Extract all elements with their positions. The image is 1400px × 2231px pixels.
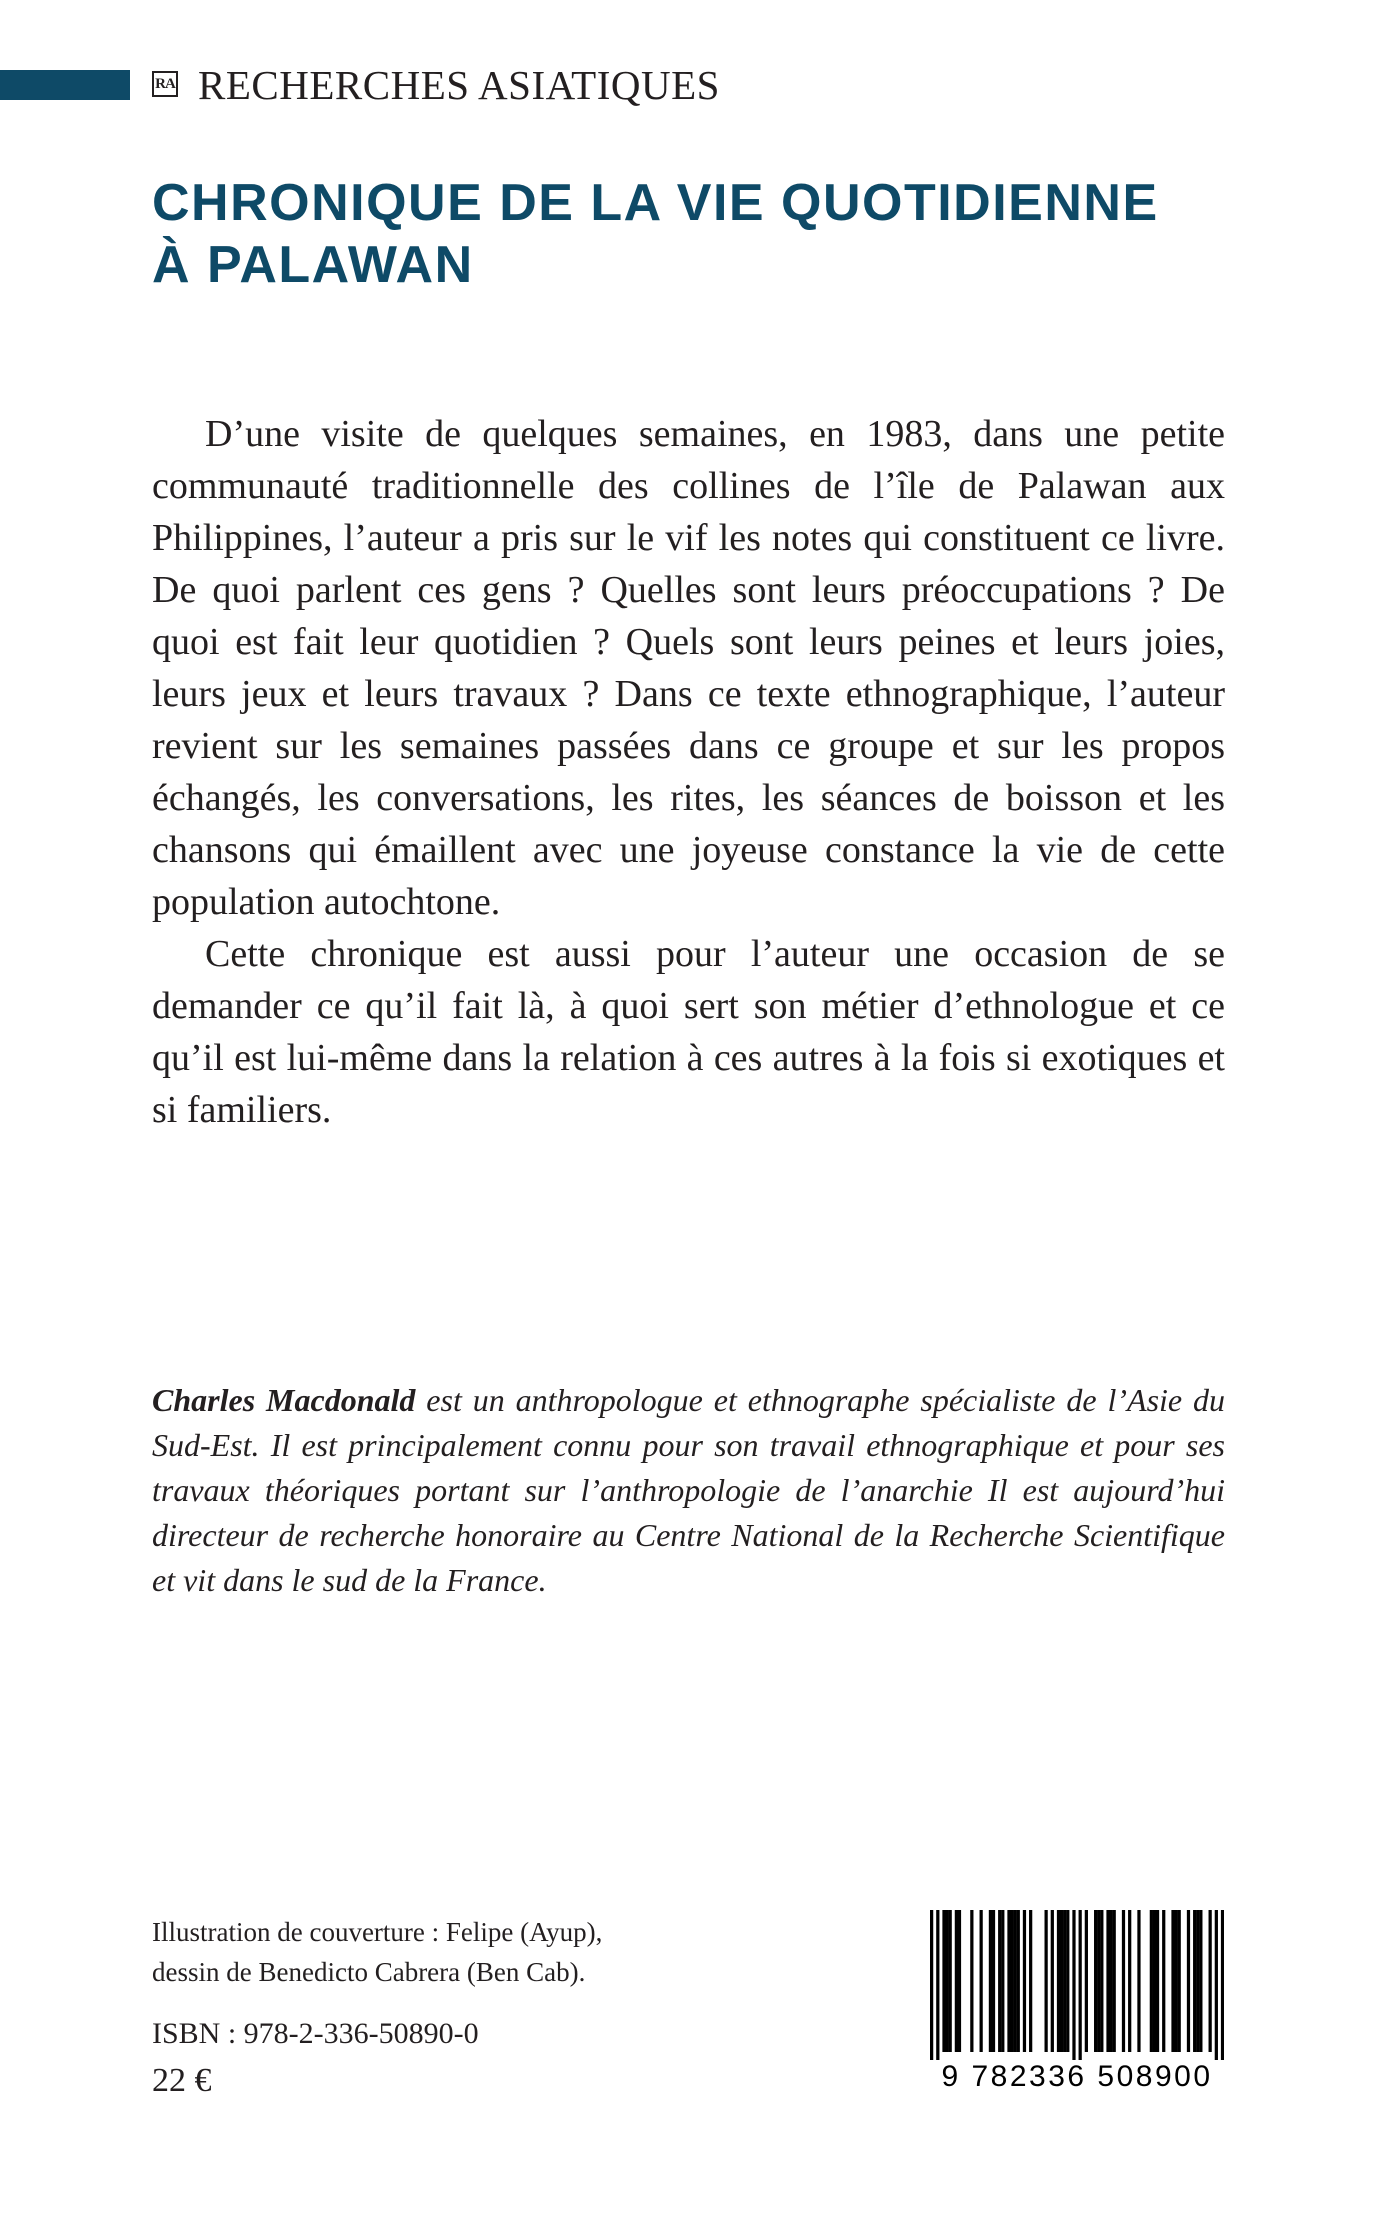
barcode-bar: [936, 1910, 939, 2060]
barcode-bar: [1072, 1910, 1075, 2060]
barcode-bar: [1057, 1910, 1060, 2052]
author-bio-text: est un anthropologue et ethnographe spécialiste de l’Asie du Sud-Est. Il est principalement connu pour son travail ethnographique et pour ses travaux théoriques portant sur l’anthropologie de l’anarchie Il est aujourd’hui directeur de recherche honoraire au Centre National de la Recherche Scientifique et vit dans le sud de la France.: [152, 1382, 1226, 1598]
barcode-bar: [1171, 1910, 1174, 2052]
barcode-bar: [1094, 1910, 1097, 2052]
barcode-bar: [1113, 1910, 1116, 2052]
barcode-bar: [1209, 1910, 1212, 2052]
barcode-bar: [1128, 1910, 1131, 2052]
barcode-bar: [945, 1910, 948, 2052]
barcode-bars: [930, 1910, 1224, 2060]
barcode-bar: [1100, 1910, 1103, 2052]
cover-credits: [152, 1912, 602, 1992]
barcode-bar: [980, 1910, 983, 2052]
barcode-bar: [1162, 1910, 1165, 2052]
barcode-bar: [1106, 1910, 1109, 2052]
barcode-bar: [1017, 1910, 1020, 2052]
barcode-bar: [1014, 1910, 1017, 2052]
barcode-bar: [1079, 1910, 1082, 2060]
barcode-bar: [1122, 1910, 1125, 2052]
blurb-paragraph-1: D’une visite de quelques semaines, en 1983, dans une petite communauté traditionnelle des collines de l’île de Palawan aux Philippines, l’auteur a pris sur le vif les notes qui constituent ce livre. De quoi parlent ces gens ? Quelles sont leurs préoccupations ? De quoi est fait leur quotidien ? Quels sont leurs peines et leurs joies, leurs jeux et leurs travaux ? Dans ce texte ethnographique, l’auteur revient sur les semaines passées dans ce groupe et sur les propos échangés, les conversations, les rites, les séances de boisson et les chansons qui émaillent avec une joyeuse constance la vie de cette population autochtone.: [152, 413, 1225, 923]
book-title-line-2: À PALAWAN: [152, 236, 474, 294]
cover-credits-line-2: dessin de Benedicto Cabrera (Ben Cab).: [152, 1957, 586, 1987]
barcode-bar: [1085, 1910, 1088, 2052]
barcode-bar: [1196, 1910, 1199, 2052]
series-color-bar: [0, 70, 130, 100]
barcode-bar: [998, 1910, 1001, 2052]
isbn-text: ISBN : 978-2-336-50890-0: [152, 2017, 479, 2050]
barcode-bar: [1156, 1910, 1159, 2052]
barcode-bar: [1174, 1910, 1177, 2052]
barcode-bar: [1187, 1910, 1190, 2052]
book-title: [152, 172, 1302, 296]
barcode-bar: [942, 1910, 945, 2052]
author-name: Charles Macdonald: [152, 1382, 416, 1418]
barcode-bar: [958, 1910, 961, 2052]
barcode-bar: [1023, 1910, 1026, 2052]
barcode-bar: [1051, 1910, 1054, 2052]
cover-credits-line-1: Illustration de couverture : Felipe (Ayup),: [152, 1917, 603, 1947]
barcode-bar: [1007, 1910, 1010, 2052]
barcode-bar: [992, 1910, 995, 2052]
barcode-bar: [1199, 1910, 1202, 2052]
book-title-line-1: CHRONIQUE DE LA VIE QUOTIDIENNE: [152, 174, 1159, 232]
barcode-bar: [1109, 1910, 1112, 2052]
barcode-bar: [1150, 1910, 1153, 2052]
barcode-bar: [1010, 1910, 1013, 2052]
barcode-bar: [949, 1910, 952, 2052]
barcode-bar: [1153, 1910, 1156, 2052]
barcode-bar: [1045, 1910, 1048, 2052]
barcode-digits: 9 782336 508900: [941, 2060, 1213, 2093]
barcode-bar: [989, 1910, 992, 2052]
barcode-bar: [1001, 1910, 1004, 2052]
barcode-bar: [1221, 1910, 1224, 2060]
barcode: [930, 1910, 1224, 2094]
barcode-bar: [955, 1910, 958, 2052]
barcode-bar: [1060, 1910, 1063, 2052]
barcode-bar: [1063, 1910, 1066, 2052]
barcode-bar: [1137, 1910, 1140, 2052]
barcode-bar: [1066, 1910, 1069, 2052]
barcode-bar: [1178, 1910, 1181, 2052]
author-bio: [152, 1378, 1225, 1603]
barcode-bar: [1097, 1910, 1100, 2052]
blurb-paragraph-2: Cette chronique est aussi pour l’auteur une occasion de se demander ce qu’il fait là, à quoi sert son métier d’ethnologue et ce qu’il est lui-même dans la relation à ces autres à la fois si exotiques et si familiers.: [152, 933, 1225, 1131]
barcode-bar: [1029, 1910, 1032, 2052]
price-text: 22 €: [152, 2062, 212, 2099]
barcode-bar: [930, 1910, 933, 2060]
barcode-bar: [1193, 1910, 1196, 2052]
series-logo: RA: [152, 71, 178, 97]
barcode-bar: [1215, 1910, 1218, 2060]
series-name: RECHERCHES ASIATIQUES: [198, 62, 720, 108]
barcode-bar: [970, 1910, 973, 2052]
book-blurb: [152, 408, 1225, 1136]
